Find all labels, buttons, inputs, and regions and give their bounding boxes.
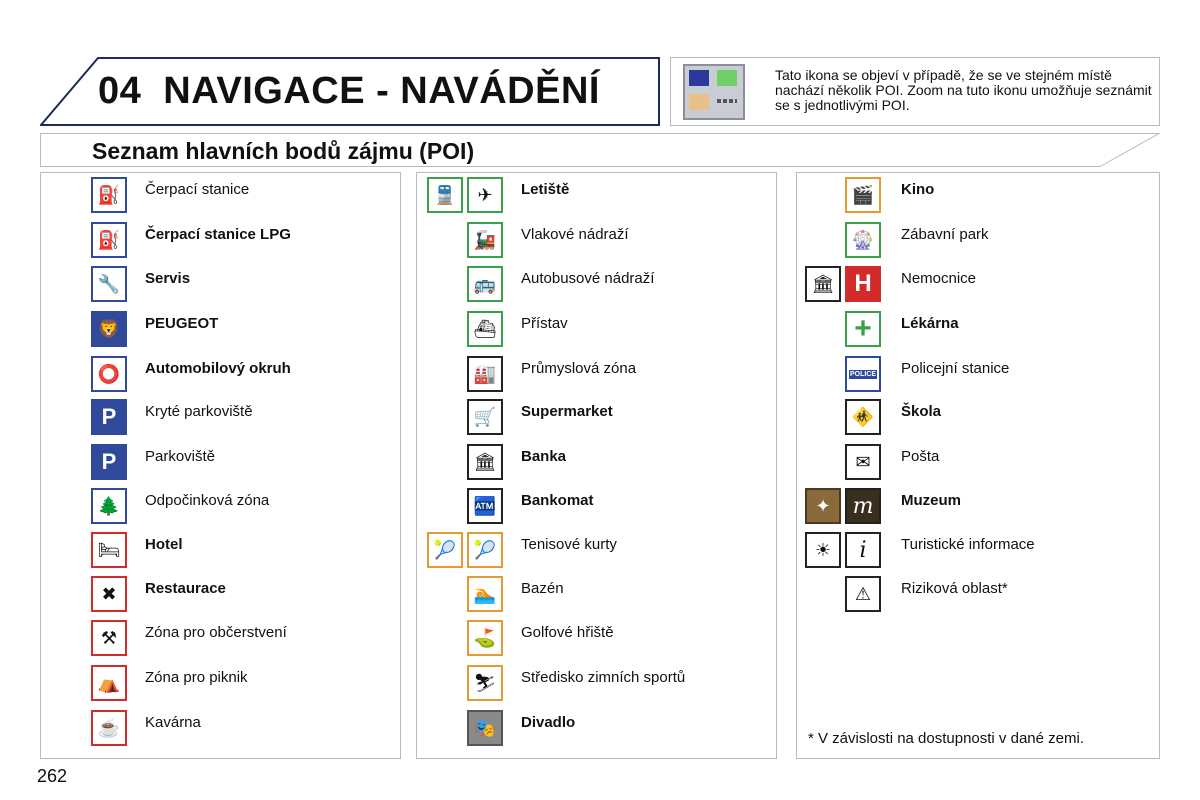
poi-item	[417, 444, 776, 484]
poi-item	[41, 665, 400, 705]
info-glyph: i	[859, 537, 867, 563]
skier-glyph: ⛷	[473, 672, 497, 693]
rest-area-icon	[91, 488, 127, 524]
poi-item	[797, 488, 1159, 528]
poi-item	[797, 576, 1159, 616]
section-subtitle: Seznam hlavních bodů zájmu (POI)	[92, 138, 475, 164]
skier-icon	[467, 665, 503, 701]
poi-item	[41, 620, 400, 660]
hospital-icon	[845, 266, 881, 302]
poi-label: Odpočinková zóna	[145, 492, 270, 509]
poi-label: Tenisové kurty	[521, 536, 617, 553]
poi-label: Zóna pro piknik	[145, 669, 248, 686]
poi-label: Pošta	[901, 448, 940, 465]
pharmacy-cross-glyph: +	[854, 312, 872, 345]
poi-label: Škola	[901, 403, 942, 420]
lpg-pump-glyph: ⛽	[97, 229, 121, 250]
race-circuit-glyph: ⭕	[97, 363, 121, 384]
multi-poi-icon	[683, 64, 745, 120]
wrench-glyph: 🔧	[97, 273, 121, 294]
poi-item	[417, 356, 776, 396]
poi-label: Hotel	[145, 536, 183, 553]
swimmer-icon	[467, 576, 503, 612]
police-glyph: POLICE	[849, 370, 877, 378]
poi-item	[797, 356, 1159, 396]
atm-icon	[467, 488, 503, 524]
poi-item	[797, 222, 1159, 262]
airplane-secondary-icon: 🚆	[427, 177, 463, 213]
poi-item	[417, 177, 776, 217]
poi-label: Automobilový okruh	[145, 360, 291, 377]
info-box	[670, 57, 1160, 126]
poi-label: Nemocnice	[901, 270, 977, 287]
poi-item	[41, 356, 400, 396]
parking-glyph: P	[101, 449, 117, 474]
ship-glyph: ⛴	[473, 318, 497, 339]
covered-parking-icon	[91, 399, 127, 435]
poi-item	[41, 311, 400, 351]
museum-icon	[845, 488, 881, 524]
rest-area-glyph: 🌲	[97, 495, 121, 516]
bank-glyph: 🏛	[473, 451, 497, 472]
theatre-glyph: 🎭	[473, 717, 497, 738]
bus-glyph: 🚌	[473, 273, 497, 294]
amusement-park-icon	[845, 222, 881, 258]
poi-label: Policejní stanice	[901, 360, 1010, 377]
poi-item	[41, 222, 400, 262]
poi-item	[417, 665, 776, 705]
school-children-icon	[845, 399, 881, 435]
poi-item	[41, 710, 400, 750]
poi-label: Golfové hřiště	[521, 624, 614, 641]
poi-label: Turistické informace	[901, 536, 1035, 553]
museum-secondary-icon: ✦	[805, 488, 841, 524]
info-secondary-icon: ☀	[805, 532, 841, 568]
poi-label: Muzeum	[901, 492, 961, 509]
poi-label: Supermarket	[521, 403, 613, 420]
envelope-icon	[845, 444, 881, 480]
poi-label: Kavárna	[145, 714, 201, 731]
poi-item	[797, 311, 1159, 351]
poi-item	[41, 444, 400, 484]
poi-column-3	[796, 172, 1160, 759]
ship-icon	[467, 311, 503, 347]
amusement-park-glyph: 🎡	[851, 229, 875, 250]
poi-label: Autobusové nádraží	[521, 270, 655, 287]
race-circuit-icon	[91, 356, 127, 392]
warning-triangle-icon	[845, 576, 881, 612]
poi-item	[41, 399, 400, 439]
info-icon	[845, 532, 881, 568]
shopping-cart-icon	[467, 399, 503, 435]
fuel-pump-icon	[91, 177, 127, 213]
poi-label: Přístav	[521, 315, 568, 332]
cinema-glyph: 🎬	[851, 184, 875, 205]
shopping-cart-glyph: 🛒	[473, 406, 497, 427]
poi-item	[797, 399, 1159, 439]
picnic-icon	[91, 665, 127, 701]
poi-item	[417, 399, 776, 439]
poi-item	[417, 222, 776, 262]
swimmer-glyph: 🏊	[473, 583, 497, 604]
poi-label: Bankomat	[521, 492, 594, 509]
tennis-secondary-icon: 🎾	[427, 532, 463, 568]
wrench-icon	[91, 266, 127, 302]
poi-item	[797, 266, 1159, 306]
poi-label: Zóna pro občerstvení	[145, 624, 287, 641]
poi-item	[797, 177, 1159, 217]
bed-icon	[91, 532, 127, 568]
poi-item	[41, 488, 400, 528]
coffee-cup-glyph: ☕	[97, 717, 121, 738]
parking-icon	[91, 444, 127, 480]
refreshment-icon	[91, 620, 127, 656]
fuel-pump-glyph: ⛽	[97, 184, 121, 205]
poi-item	[41, 532, 400, 572]
hospital-secondary-icon: 🏛	[805, 266, 841, 302]
poi-item	[417, 532, 776, 572]
poi-label: Divadlo	[521, 714, 576, 731]
poi-item	[417, 710, 776, 750]
poi-label: Banka	[521, 448, 567, 465]
chapter-title-text: NAVIGACE - NAVÁDĚNÍ	[163, 70, 600, 112]
lpg-pump-icon	[91, 222, 127, 258]
poi-label: Středisko zimních sportů	[521, 669, 686, 686]
poi-label: Průmyslová zóna	[521, 360, 637, 377]
coffee-cup-icon	[91, 710, 127, 746]
peugeot-lion-glyph: 🦁	[97, 318, 121, 339]
covered-parking-glyph: P	[101, 404, 117, 429]
poi-label: Servis	[145, 270, 191, 287]
fork-knife-icon	[91, 576, 127, 612]
chapter-number: 04	[98, 70, 142, 112]
poi-item	[797, 444, 1159, 484]
industry-icon	[467, 356, 503, 392]
train-icon	[467, 222, 503, 258]
golfer-glyph: ⛳	[473, 627, 497, 648]
hospital-glyph: H	[854, 270, 872, 297]
poi-item	[417, 311, 776, 351]
atm-glyph: 🏧	[473, 495, 497, 516]
peugeot-lion-icon	[91, 311, 127, 347]
cinema-icon	[845, 177, 881, 213]
poi-label: Zábavní park	[901, 226, 989, 243]
envelope-glyph: ✉	[855, 451, 871, 472]
golfer-icon	[467, 620, 503, 656]
poi-item	[41, 177, 400, 217]
poi-label: Kryté parkoviště	[145, 403, 253, 420]
tennis-glyph: 🎾	[473, 539, 497, 560]
poi-column-2	[416, 172, 777, 759]
poi-label: Restaurace	[145, 580, 226, 597]
page-number: 262	[37, 766, 68, 786]
bus-icon	[467, 266, 503, 302]
poi-label: Bazén	[521, 580, 564, 597]
poi-label: Čerpací stanice LPG	[145, 226, 291, 243]
poi-item	[41, 266, 400, 306]
museum-glyph: m	[852, 493, 874, 519]
train-glyph: 🚂	[473, 229, 497, 250]
poi-item	[41, 576, 400, 616]
poi-item	[417, 488, 776, 528]
poi-label: Parkoviště	[145, 448, 216, 465]
poi-label: Riziková oblast*	[901, 580, 1008, 597]
fork-knife-glyph: ✖	[101, 583, 117, 604]
poi-item	[417, 266, 776, 306]
tennis-icon	[467, 532, 503, 568]
industry-glyph: 🏭	[473, 363, 497, 384]
poi-label: Letiště	[521, 181, 570, 198]
police-icon	[845, 356, 881, 392]
poi-column-1	[40, 172, 401, 759]
chapter-title	[98, 70, 600, 113]
warning-triangle-glyph: ⚠	[854, 583, 872, 604]
picnic-glyph: ⛺	[97, 672, 121, 693]
info-text: Tato ikona se objeví v případě, že se ve stejném místě nachází několik POI. Zoom na tuto ikonu umožňuje seznámit se s jednotlivými POI.	[775, 67, 1152, 113]
poi-label: PEUGEOT	[145, 315, 219, 332]
bank-icon	[467, 444, 503, 480]
poi-label: Čerpací stanice	[145, 181, 250, 198]
refreshment-glyph: ⚒	[100, 627, 118, 648]
airplane-glyph: ✈	[477, 184, 493, 205]
poi-label: Kino	[901, 181, 935, 198]
pharmacy-cross-icon	[845, 311, 881, 347]
bed-glyph: 🛏	[97, 539, 121, 560]
poi-label: Lékárna	[901, 315, 959, 332]
poi-item	[417, 620, 776, 660]
poi-label: Vlakové nádraží	[521, 226, 629, 243]
school-children-glyph: 🚸	[851, 406, 875, 427]
airplane-icon	[467, 177, 503, 213]
poi-item	[417, 576, 776, 616]
footnote: * V závislosti na dostupnosti v dané zemi.	[808, 730, 1084, 747]
theatre-icon	[467, 710, 503, 746]
poi-item	[797, 532, 1159, 572]
